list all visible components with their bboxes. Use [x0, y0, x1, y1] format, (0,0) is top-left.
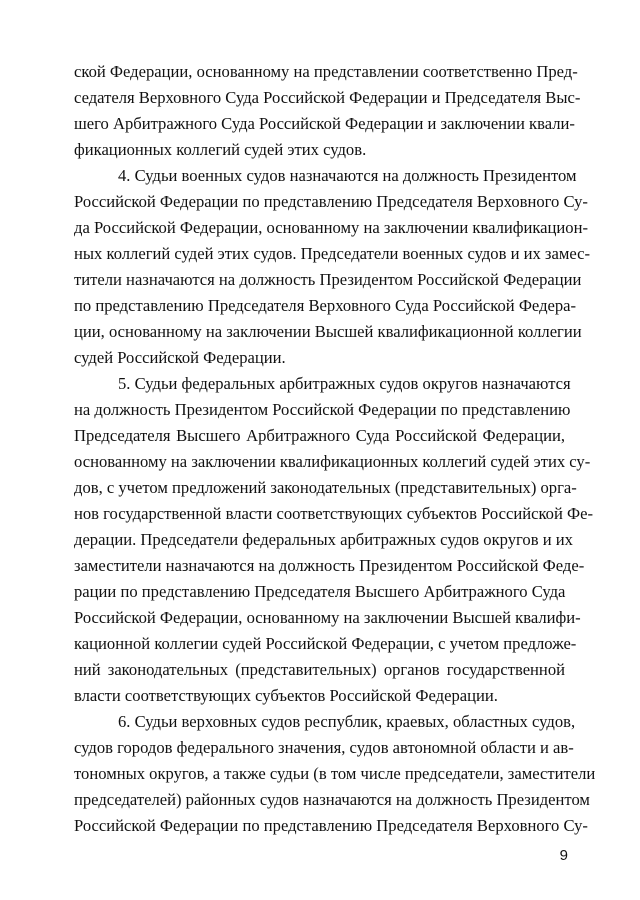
text-line: судей Российской Федерации.: [74, 348, 286, 367]
text-line: дерации. Председатели федеральных арбитражных судов округов и их: [74, 530, 573, 549]
text-line: ской Федерации, основанному на представлении соответственно Пред-: [74, 62, 578, 81]
text-line: ний законодательных (представительных) органов государственной: [74, 660, 565, 679]
text-line: дов, с учетом предложений законодательных (представительных) орга-: [74, 478, 577, 497]
paragraph-6-first-line: 6. Судьи верховных судов республик, краевых, областных судов,: [118, 712, 576, 731]
text-line: Российской Федерации по представлению Председателя Верховного Су-: [74, 192, 588, 211]
text-line: рации по представлению Председателя Высшего Арбитражного Суда: [74, 582, 566, 601]
text-line: да Российской Федерации, основанному на заключении квалификацион-: [74, 218, 589, 237]
text-line: основанному на заключении квалификационных коллегий судей этих су-: [74, 452, 591, 471]
paragraph-5-first-line: 5. Судьи федеральных арбитражных судов округов назначаются: [118, 374, 571, 393]
text-line: по представлению Председателя Верховного Суда Российской Федера-: [74, 296, 577, 315]
text-line: седателя Верховного Суда Российской Федерации и Председателя Выс-: [74, 88, 581, 107]
text-line: нов государственной власти соответствующих субъектов Российской Фе-: [74, 504, 593, 523]
text-line: кационной коллегии судей Российской Федерации, с учетом предложе-: [74, 634, 577, 653]
text-line: тономных округов, а также судьи (в том числе председатели, заместители: [74, 764, 596, 783]
text-line: судов городов федерального значения, судов автономной области и ав-: [74, 738, 574, 757]
text-line: шего Арбитражного Суда Российской Федерации и заключении квали-: [74, 114, 575, 133]
page-number: 9: [559, 847, 568, 864]
text-line: Председателя Высшего Арбитражного Суда Российской Федерации,: [74, 426, 565, 445]
paragraph-4-first-line: 4. Судьи военных судов назначаются на должность Президентом: [118, 166, 577, 185]
text-line: заместители назначаются на должность Президентом Российской Феде-: [74, 556, 585, 575]
text-line: ции, основанному на заключении Высшей квалификационной коллегии: [74, 322, 582, 341]
text-line: председателей) районных судов назначаются на должность Президентом: [74, 790, 590, 809]
text-line: тители назначаются на должность Президентом Российской Федерации: [74, 270, 582, 289]
text-line: Российской Федерации, основанному на заключении Высшей квалифи-: [74, 608, 581, 627]
text-line: власти соответствующих субъектов Российской Федерации.: [74, 686, 498, 705]
text-line: на должность Президентом Российской Федерации по представлению: [74, 400, 571, 419]
text-line: ных коллегий судей этих судов. Председатели военных судов и их замес-: [74, 244, 591, 263]
text-line: Российской Федерации по представлению Председателя Верховного Су-: [74, 816, 588, 835]
text-line: фикационных коллегий судей этих судов.: [74, 140, 367, 159]
